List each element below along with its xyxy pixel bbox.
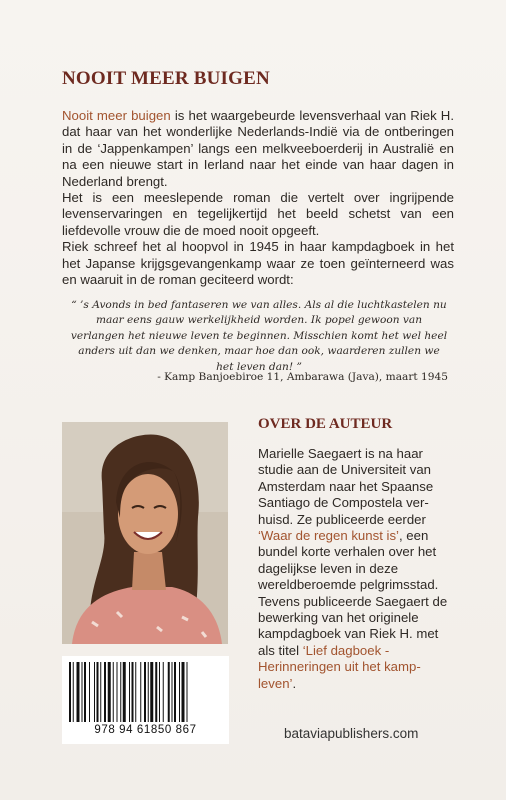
about-text-3: Tevens publiceerde Saegaert de bewerking van het originele kampdagboek van Riek H. met als titel [258,593,448,658]
quote-source: - Kamp Banjoebiroe 11, Ambarawa (Java), maart 1945 [157,371,448,383]
blurb-paragraph-3: Riek schreef het al hoopvol in 1945 in haar kampdagboek in het het Japanse krijgsgevangenkamp waar ze toen geïnterneerd was en waaruit in de roman geciteerd wordt: [62,239,454,288]
diary-quote: “ ’s Avonds in bed fantaseren we van alles. Als al die luchtkastelen nu maar eens gauw werkelijkheid worden. Ik popel gewoon van verlangen het nieuwe leven te beginnen. Misschien komt het wel heel anders uit dan we denken, maar hoe dan ook, waarderen zullen we het leven dan! ” [70,299,448,373]
author-photo [62,422,228,644]
blurb [62,108,454,288]
book-title-2: ‘Lief dagboek - Herinneringen uit het kamp-leven’ [258,642,421,691]
about-author-heading: OVER DE AUTEUR [258,416,393,432]
barcode [62,656,229,744]
isbn-number: 978 94 61850 867 [94,724,197,736]
about-text-2: , een bundel korte verhalen over het dagelijkse leven in deze wereldberoemde pelgrimsstad. [258,528,439,593]
blurb-p1-text: is het waargebeurde levensverhaal van Riek H. dat haar van het wonderlijke Nederlands-Indië via de ontberingen in de ‘Jappenkampen’ langs een melkveeboerderij in Australië en na een nieuwe start in Ierland naar het einde van haar dagen in Nederland brengt. [62,108,454,189]
title-highlight: Nooit meer buigen [62,108,171,123]
about-text-4: . [292,675,297,691]
about-text-1: Marielle Saegaert is na haar studie aan de Universiteit van Amsterdam naar het Spaanse Santiago de Compostela ver-huisd. Ze publiceerde eerder [258,446,434,527]
blurb-paragraph-2: Het is een meeslepende roman die vertelt over ingrijpende levenservaringen en tegelijkertijd het beeld schetst van een liefdevolle vrouw die de moed nooit opgeeft. [62,190,454,238]
author-portrait-illustration [62,422,228,644]
about-author-text [258,446,458,692]
book-title: NOOIT MEER BUIGEN [62,68,270,89]
book-title-1: ‘Waar de regen kunst is’ [258,528,399,544]
barcode-bars [69,662,222,722]
publisher-url[interactable]: bataviapublishers.com [284,726,419,741]
blurb-paragraph-1 [62,108,454,190]
